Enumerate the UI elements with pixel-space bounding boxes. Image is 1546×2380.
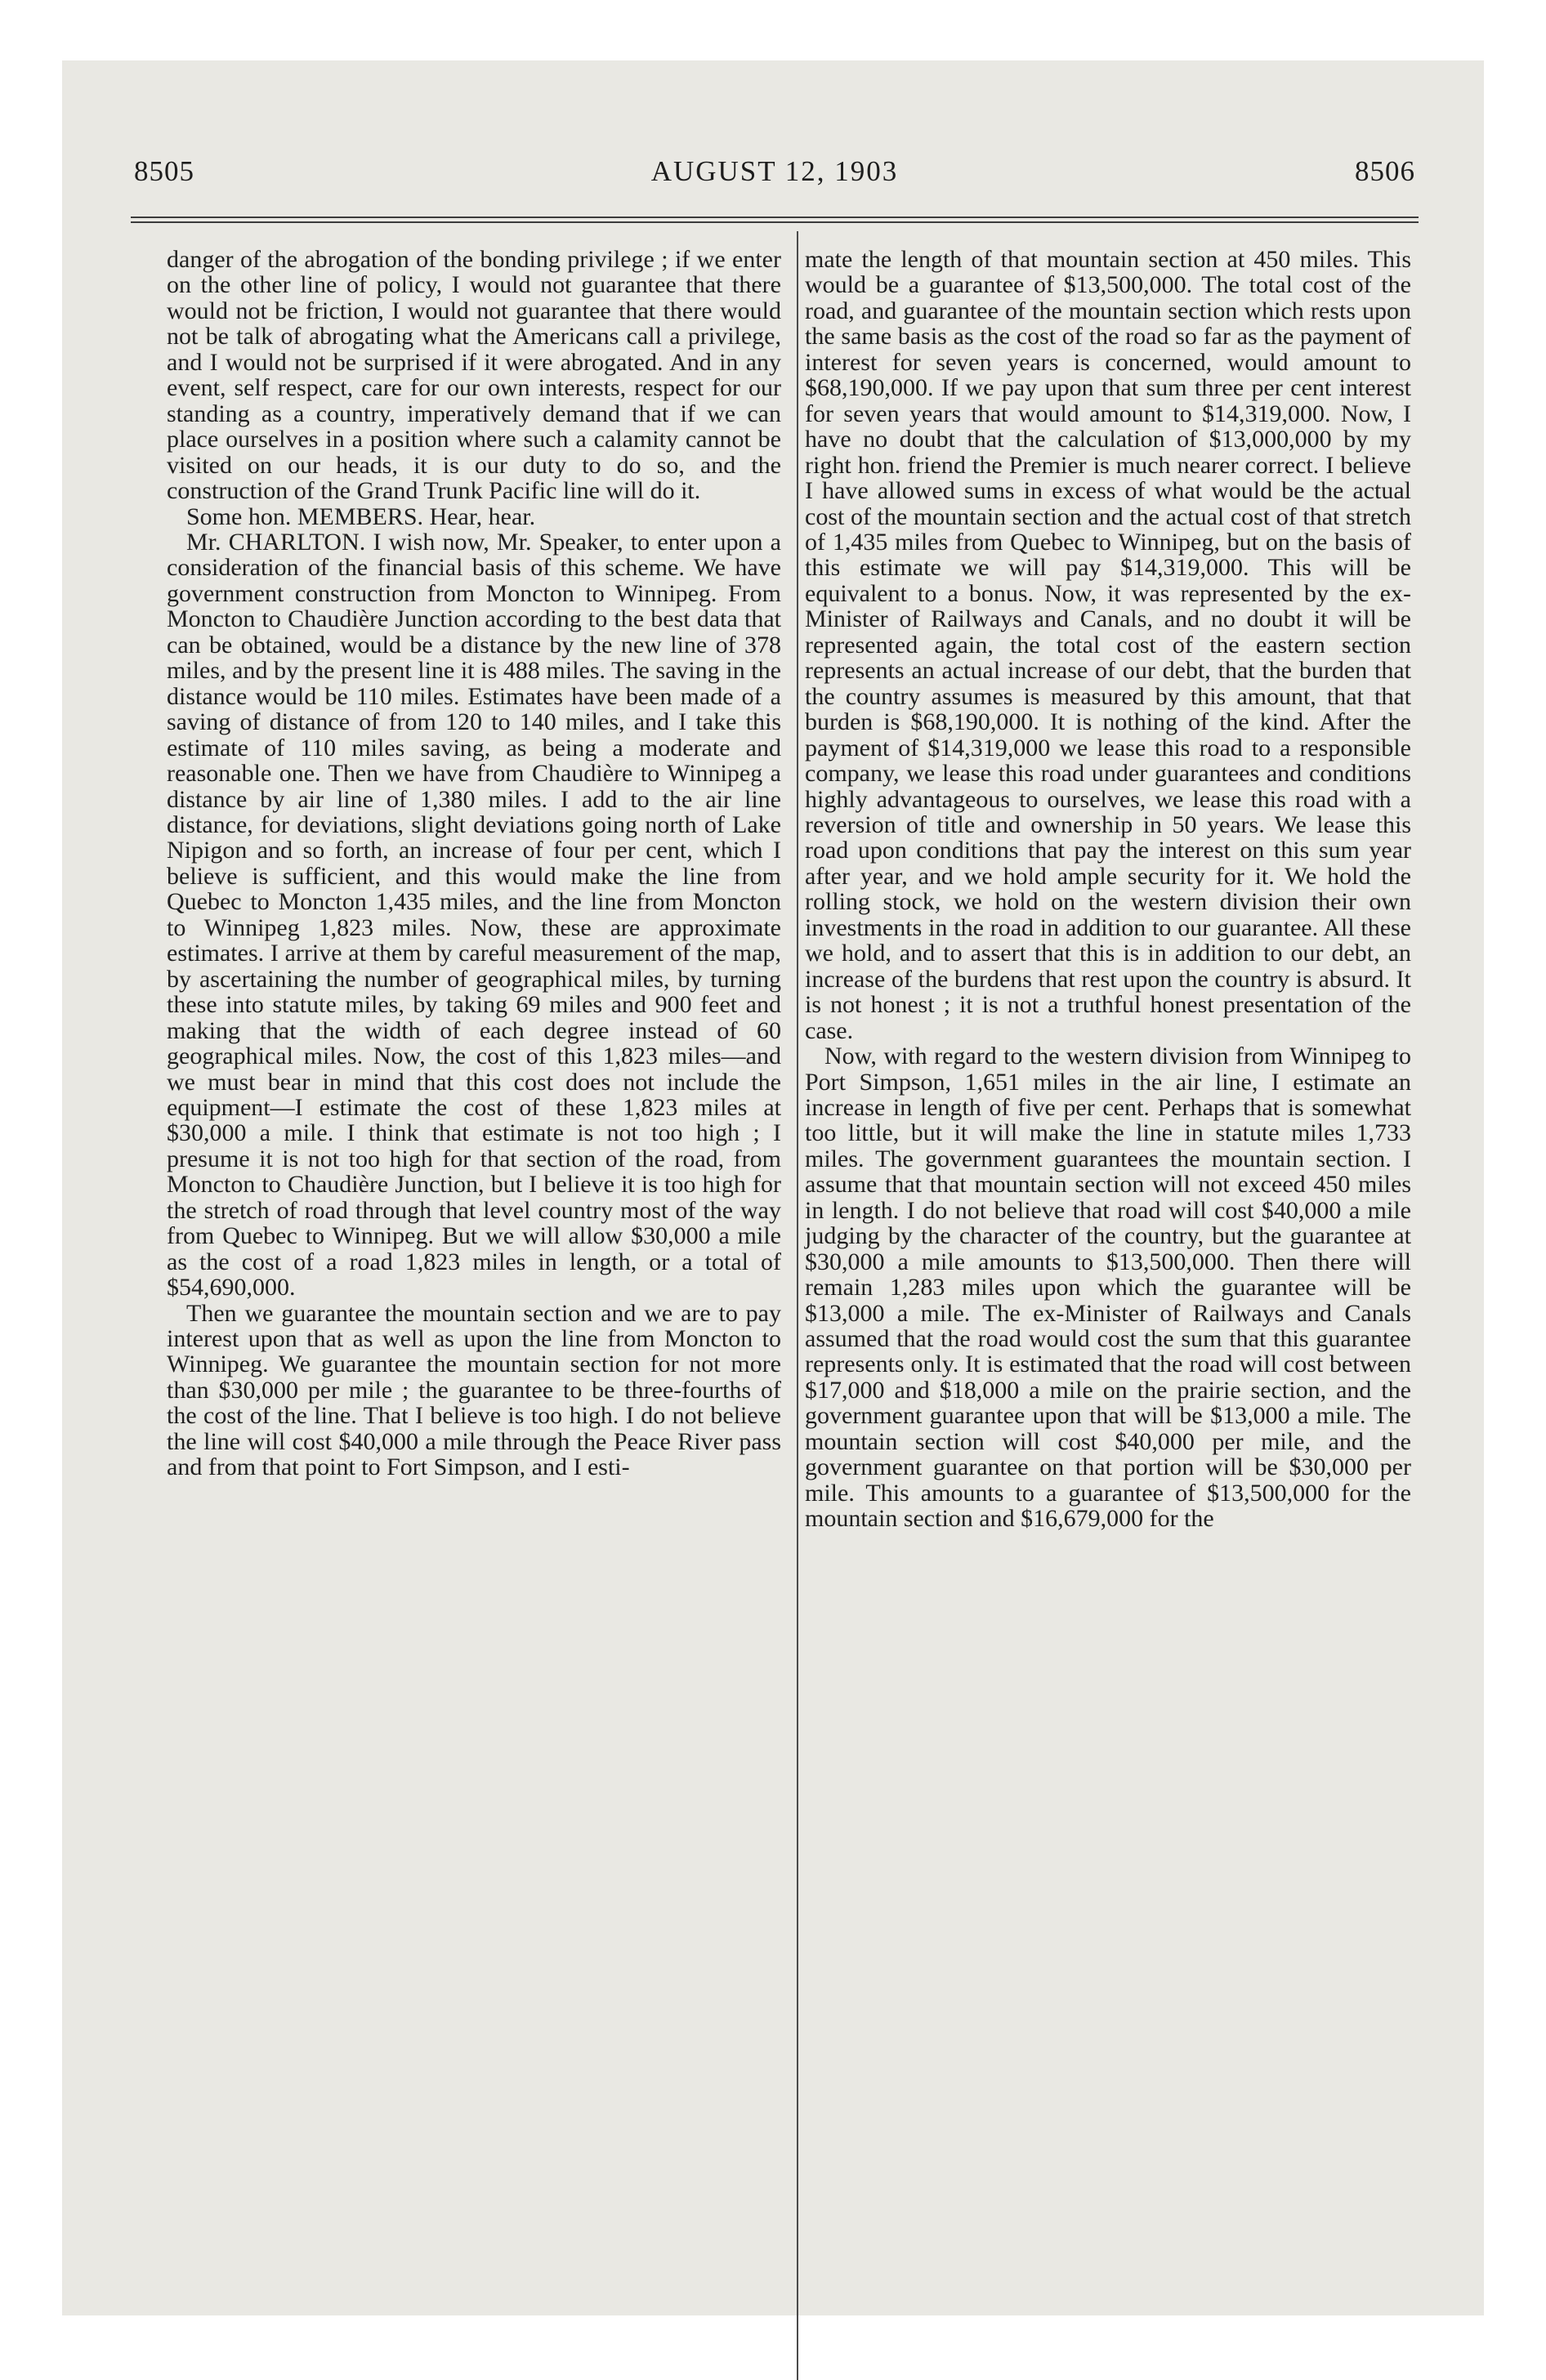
left-page-number: 8505 <box>134 155 194 187</box>
column-divider <box>797 231 798 2380</box>
paragraph: Some hon. MEMBERS. Hear, hear. <box>186 502 536 530</box>
right-page-number: 8506 <box>1355 155 1415 187</box>
right-column <box>805 247 1411 1532</box>
paragraph: Now, with regard to the western division from Winnipeg to Port Simpson, 1,651 miles in the air line, I estimate an increase in length of five per cent. Perhaps that is somewhat too little, but it will make the line in statute miles 1,733 miles. The government guarantees the mountain section. I assume that that mountain section will not exceed 450 miles in length. I do not believe that road will cost $40,000 a mile judging by the character of the country, but the guarantee at $30,000 a mile amounts to $13,500,000. Then there will remain 1,283 miles upon which the guarantee will be $13,000 a mile. The ex-Minister of Railways and Canals assumed that the road would cost the sum that this guarantee represents only. It is estimated that the road will cost between $17,000 and $18,000 a mile on the prairie section, and the government guarantee upon that will be $13,000 a mile. The mountain section will cost $40,000 per mile, and the government guarantee on that portion will be $30,000 per mile. This amounts to a guarantee of $13,500,000 for the mountain section and $16,679,000 for the <box>805 1043 1411 1533</box>
header-date: AUGUST 12, 1903 <box>650 155 899 187</box>
paragraph: Mr. CHARLTON. I wish now, Mr. Speaker, to enter upon a consideration of the financial basis of this scheme. We have government construction from Moncton to Winnipeg. From Moncton to Chaudière Junction according to the best data that can be obtained, would be a distance by the new line of 378 miles, and by the present line it is 488 miles. The saving in the distance would be 110 miles. Estimates have been made of a saving of distance of from 120 to 140 miles, and I take this estimate of 110 miles saving, as being a moderate and reasonable one. Then we have from Chaudière to Winnipeg a distance by air line of 1,380 miles. I add to the air line distance, for deviations, slight deviations going north of Lake Nipigon and so forth, an increase of four per cent, which I believe is sufficient, and this would make the line from Quebec to Moncton 1,435 miles, and the line from Moncton to Winnipeg 1,823 miles. Now, these are approximate estimates. I arrive at them by careful measurement of the map, by ascertaining the number of geographical miles, by turning these into statute miles, by taking 69 miles and 900 feet and making that the width of each degree instead of 60 geographical miles. Now, the cost of this 1,823 miles—and we must bear in mind that this cost does not include the equipment—I estimate the cost of these 1,823 miles at $30,000 a mile. I think that estimate is not too high ; I presume it is not too high for that section of the road, from Moncton to Chaudière Junction, but I believe it is too high for the stretch of road through that level country most of the way from Quebec to Winnipeg. But we will allow $30,000 a mile as the cost of a road 1,823 miles in length, or a total of $54,690,000. <box>167 528 781 1302</box>
paragraph: mate the length of that mountain section at 450 miles. This would be a guarantee of $13,500,000. The total cost of the road, and guarantee of the mountain section which rests upon the same basis as the cost of the road so far as the payment of interest for seven years is concerned, would amount to $68,190,000. If we pay upon that sum three per cent interest for seven years that would amount to $14,319,000. Now, I have no doubt that the calculation of $13,000,000 by my right hon. friend the Premier is much nearer correct. I believe I have allowed sums in excess of what would be the actual cost of the mountain section and the actual cost of that stretch of 1,435 miles from Quebec to Winnipeg, but on the basis of this estimate we will pay $14,319,000. This will be equivalent to a bonus. Now, it was represented by the ex-Minister of Railways and Canals, and no doubt it will be represented again, the total cost of the eastern section represents an actual increase of our debt, that the burden that the country assumes is measured by this amount, that that burden is $68,190,000. It is nothing of the kind. After the payment of $14,319,000 we lease this road to a responsible company, we lease this road under guarantees and conditions highly advantageous to ourselves, we lease this road with a reversion of title and ownership in 50 years. We lease this road upon conditions that pay the interest on this sum year after year, and we hold ample security for it. We hold the rolling stock, we hold on the western division their own investments in the road in addition to our guarantee. All these we hold, and to assert that this is in addition to our debt, an increase of the burdens that rest upon the country is absurd. It is not honest ; it is not a truthful honest presentation of the case. <box>805 246 1411 1044</box>
header-rule-bottom <box>131 221 1419 223</box>
paragraph: danger of the abrogation of the bonding privilege ; if we enter on the other line of policy, I would not guarantee that there would not be friction, I would not guarantee that there would not be talk of abrogating what the Americans call a privilege, and I would not be surprised if it were abrogated. And in any event, self respect, care for our own interests, respect for our standing as a country, imperatively demand that if we can place ourselves in a position where such a calamity cannot be visited on our heads, it is our duty to do so, and the construction of the Grand Trunk Pacific line will do it. <box>167 246 781 505</box>
page-header <box>134 155 1415 196</box>
header-rule-top <box>131 217 1419 218</box>
paragraph: Then we guarantee the mountain section and we are to pay interest upon that as well as upon the line from Moncton to Winnipeg. We guarantee the mountain section for not more than $30,000 per mile ; the guarantee to be three-fourths of the cost of the line. That I believe is too high. I do not believe the line will cost $40,000 a mile through the Peace River pass and from that point to Fort Simpson, and I esti- <box>167 1299 781 1481</box>
left-column <box>167 247 781 1480</box>
